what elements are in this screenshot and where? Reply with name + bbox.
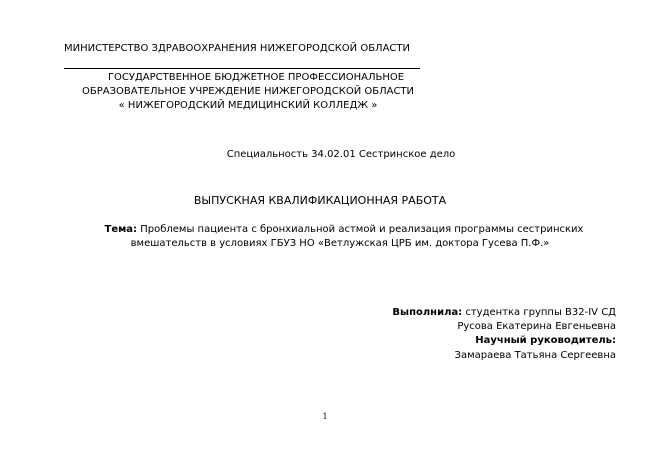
institution-line-2: ОБРАЗОВАТЕЛЬНОЕ УЧРЕЖДЕНИЕ НИЖЕГОРОДСКОЙ ОБЛАСТИ: [81, 86, 415, 97]
page-number: 1: [322, 412, 328, 421]
ministry-heading: МИНИСТЕРСТВО ЗДРАВООХРАНЕНИЯ НИЖЕГОРОДСКОЙ ОБЛАСТИ: [64, 43, 410, 54]
specialty-line: Специальность 34.02.01 Сестринское дело: [226, 149, 456, 160]
supervisor-label: Научный руководитель:: [475, 335, 616, 346]
institution-line-1: ГОСУДАРСТВЕННОЕ БЮДЖЕТНОЕ ПРОФЕССИОНАЛЬНОЕ: [107, 72, 405, 83]
author-group: студентка группы В32-IV СД: [462, 307, 616, 318]
topic-line-2: вмешательств в условиях ГБУЗ НО «Ветлужская ЦРБ им. доктора Гусева П.Ф.»: [130, 238, 550, 249]
author-label: Выполнила:: [392, 307, 463, 318]
author-name: Русова Екатерина Евгеньевна: [457, 321, 616, 332]
author-line: [392, 306, 616, 320]
supervisor-name: Замараева Татьяна Сергеевна: [454, 350, 616, 361]
header-divider: [64, 68, 420, 69]
topic-label: Тема:: [104, 224, 138, 235]
institution-line-3: « НИЖЕГОРОДСКИЙ МЕДИЦИНСКИЙ КОЛЛЕДЖ »: [118, 100, 378, 111]
work-title: ВЫПУСКНАЯ КВАЛИФИКАЦИОННАЯ РАБОТА: [193, 194, 447, 207]
topic-line-1: [0, 223, 650, 237]
topic-text-1: Проблемы пациента с бронхиальной астмой и реализация программы сестринских: [137, 224, 584, 235]
